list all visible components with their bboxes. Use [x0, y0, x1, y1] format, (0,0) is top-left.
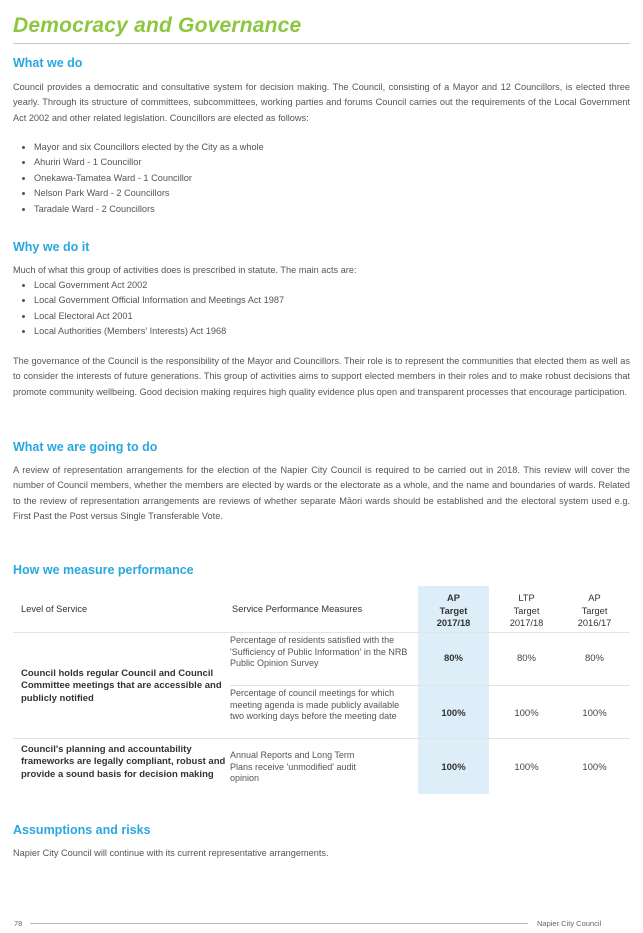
column-header-ltp-2017	[491, 592, 562, 630]
ltp-target-value: 100%	[514, 708, 539, 719]
ap-target-value: 80%	[443, 653, 463, 664]
list-item: • Local Government Official Information and Meetings Act 1987	[34, 293, 284, 308]
ap-target-value: 100%	[441, 708, 466, 719]
list-item: • Ahuriri Ward - 1 Councillor	[34, 155, 264, 170]
page-number: 78	[14, 919, 23, 928]
footer-organization: Napier City Council	[537, 919, 602, 928]
ward-list	[22, 140, 264, 217]
header-line: 2017/18	[509, 618, 544, 628]
performance-table	[13, 586, 630, 796]
ap-target-value: 100%	[441, 762, 466, 773]
ltp-target-value: 80%	[516, 653, 536, 664]
row-divider	[13, 632, 630, 633]
going-to-do-paragraph: A review of representation arrangements for the election of the Napier City Council is required to be carried out in 2018. This review will cover the number of Council members, whether the members are elected by wards or the electorate as a whole, and the name and boundaries of wards. Related to the review of representation arrangements are reviews of whether separate Māori wards should be established and the electoral system used e.g. First Past the Post versus Single Transferable Vote.	[13, 465, 630, 521]
list-item: • Nelson Park Ward - 2 Councillors	[34, 186, 264, 201]
why-we-do-it-paragraph: The governance of the Council is the responsibility of the Mayor and Councillors. Their role is to represent the communities that elected them as well as to consider the interests of future generations. This group of activities aims to support elected members in their roles and to make robust decisions that promote community wellbeing. Good decision making requires high quality evidence plus open and transparent processes that encourage participation.	[13, 356, 630, 397]
section-heading-assumptions: Assumptions and risks	[13, 823, 151, 837]
page-title: Democracy and Governance	[13, 14, 302, 37]
measure-public-information: Percentage of residents satisfied with the 'Sufficiency of Public Information' in the NRB Public Opinion Survey	[230, 635, 408, 669]
why-we-do-it-intro: Much of what this group of activities does is prescribed in statute. The main acts are:	[13, 265, 357, 275]
header-line: 2016/17	[577, 618, 612, 628]
header-line: AP	[447, 593, 460, 603]
column-header-level-of-service: Level of Service	[21, 604, 88, 614]
acts-list	[22, 278, 284, 340]
list-item: • Local Government Act 2002	[34, 278, 284, 293]
section-heading-measure-performance: How we measure performance	[13, 563, 194, 577]
measure-audit-opinion: Annual Reports and Long Term Plans receive 'unmodified' audit opinion	[230, 750, 357, 784]
ap-prev-target-value: 80%	[584, 653, 604, 664]
row-divider	[230, 685, 630, 686]
list-item: • Taradale Ward - 2 Councillors	[34, 202, 264, 217]
measure-meeting-agenda: Percentage of council meetings for which meeting agenda is made publicly available two working days before the meeting date	[230, 688, 400, 722]
row-divider	[13, 738, 630, 739]
section-heading-going-to-do: What we are going to do	[13, 440, 158, 454]
assumptions-paragraph: Napier City Council will continue with its current representative arrangements.	[13, 848, 329, 858]
ltp-target-value: 100%	[514, 762, 539, 773]
header-line: Target	[581, 605, 608, 616]
list-item: • Mayor and six Councillors elected by the City as a whole	[34, 140, 264, 155]
level-of-service-planning: Council's planning and accountability frameworks are legally compliant, robust and provide a sound basis for decision making	[21, 744, 226, 780]
header-line: AP	[588, 593, 601, 603]
column-header-measures: Service Performance Measures	[232, 604, 363, 614]
header-line: LTP	[518, 593, 535, 603]
what-we-do-paragraph: Council provides a democratic and consultative system for decision making. The Council, consisting of a Mayor and 12 Councillors, is elected three yearly. Through its structure of committees, subcommittees, working parties and forums Council carries out the requirements of the Local Government Act 2002 and other related legislation. Councillors are elected as follows:	[13, 82, 630, 123]
column-header-ap-2016	[559, 592, 630, 630]
section-heading-why-we-do-it: Why we do it	[13, 240, 90, 254]
footer-divider	[30, 923, 528, 924]
ap-prev-target-value: 100%	[582, 762, 607, 773]
title-divider	[13, 43, 630, 44]
list-item: • Local Authorities (Members' Interests) Act 1968	[34, 324, 284, 339]
list-item: • Local Electoral Act 2001	[34, 309, 284, 324]
list-item: • Onekawa-Tamatea Ward - 1 Councillor	[34, 171, 264, 186]
level-of-service-meetings: Council holds regular Council and Council Committee meetings that are accessible and publicly notified	[21, 668, 222, 704]
section-heading-what-we-do: What we do	[13, 56, 83, 70]
ap-prev-target-value: 100%	[582, 708, 607, 719]
column-header-ap-2017	[418, 592, 489, 630]
header-line: Target	[513, 605, 540, 616]
header-line: Target	[439, 605, 468, 616]
header-line: 2017/18	[436, 618, 471, 628]
